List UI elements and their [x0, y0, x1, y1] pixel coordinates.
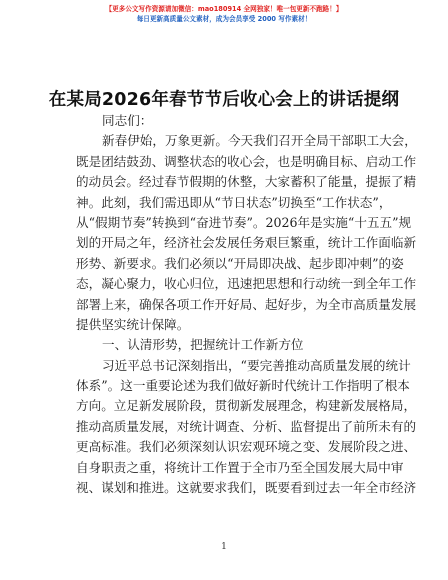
paragraph-line: 从“假期节奏”转换到“奋进节奏”。2026年是实施“十五五”规 — [76, 214, 412, 230]
paragraph-line: 的动员会。经过春节假期的休整，大家蓄积了能量，提振了精 — [76, 174, 417, 190]
paragraph-line: 体系”。这一重要论述为我们做好新时代统计工作指明了根本 — [76, 378, 410, 394]
paragraph-line: 划的开局之年，经济社会发展任务艰巨繁重，统计工作面临新 — [76, 235, 417, 251]
paragraph-line: 自身职责之重，将统计工作置于全市乃至全国发展大局中审 — [76, 459, 404, 475]
paragraph-line: 视、谋划和推进。这就要求我们，既要看到过去一年全市经济 — [76, 480, 417, 496]
paragraph-line: 新春伊始，万象更新。今天我们召开全局干部职工大会， — [102, 133, 417, 149]
paragraph-line: 方向。立足新发展阶段，贯彻新发展理念，构建新发展格局， — [76, 398, 417, 414]
document-body — [76, 111, 417, 498]
paragraph-line: 既是团结鼓劲、调整状态的收心会，也是明确目标、启动工作 — [76, 153, 417, 169]
paragraph-line: 提供坚实统计保障。 — [76, 316, 190, 332]
paragraph-line: 态，凝心聚力，收心归位，迅速把思想和行动统一到全年工作 — [76, 276, 417, 292]
promo-banner-line-1: 【更多公文写作资源请加微信：mao180914 全网独家！唯一包更新不跑路！】 — [105, 5, 343, 13]
paragraph-line: 形势、新要求。我们必须以“开局即决战、起步即冲刺”的姿 — [76, 255, 404, 271]
document-title: 在某局2026年春节节后收心会上的讲话提纲 — [48, 90, 400, 110]
promo-banner-line-2: 每日更新高质量公文素材，成为会员享受 2000 写作素材！ — [136, 15, 312, 23]
section-heading: 一、认清形势，把握统计工作新方位 — [102, 337, 304, 353]
salutation: 同志们： — [102, 113, 153, 128]
page-number: 1 — [221, 542, 227, 552]
paragraph-line: 部署上来，确保各项工作开好局、起好步，为全市高质量发展 — [76, 296, 417, 312]
paragraph-line: 习近平总书记深刻指出，“要完善推动高质量发展的统计 — [102, 357, 411, 373]
paragraph-line: 更高标准。我们必须深刻认识宏观环境之变、发展阶段之进、 — [76, 439, 417, 455]
promo-banner — [0, 4, 448, 24]
paragraph-line: 推动高质量发展，对统计调查、分析、监督提出了前所未有的 — [76, 418, 417, 434]
paragraph-line: 神。此刻，我们需迅即从“节日状态”切换至“工作状态”， — [76, 194, 392, 210]
